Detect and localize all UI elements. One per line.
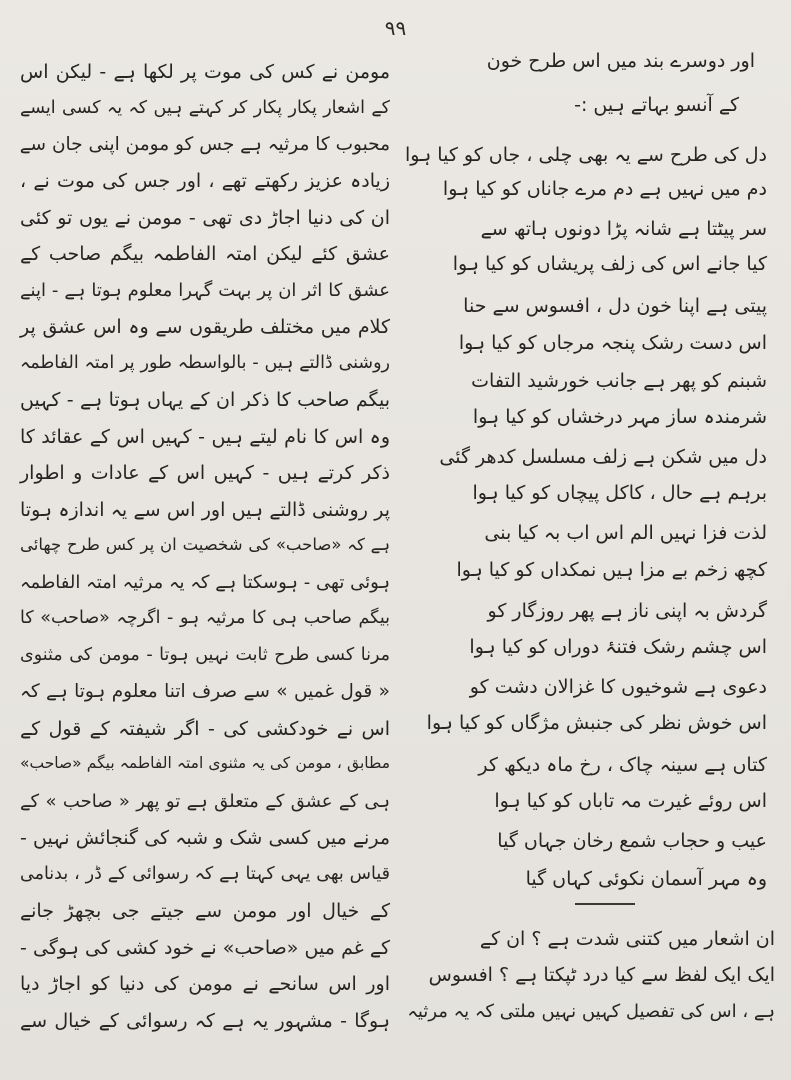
verse-line: عیب و حجاب شمع رخان جہاں گیا	[497, 830, 767, 852]
left-line: پر روشنی ڈالتے ہیں اور اس سے یہ اندازہ ہوتا	[20, 499, 390, 521]
left-line: مومن نے کس کی موت پر لکھا ہے - لیکن اس	[20, 61, 390, 83]
verse-line: شرمندہ ساز مہر درخشاں کو کیا ہوا	[472, 406, 767, 428]
left-line: کے اشعار پکار پکار کر کہتے ہیں کہ یہ کسی ایسے	[20, 98, 390, 118]
paragraph-line: ایک ایک لفظ سے کیا درد ٹپکتا ہے ؟ افسوس	[428, 964, 775, 986]
paragraph-line: ہے ، اس کی تفصیل کہیں نہیں ملتی کہ یہ مرثیہ	[407, 1001, 775, 1022]
verse-line: پیتی ہے اپنا خون دل ، افسوس سے حنا	[463, 295, 767, 317]
intro-line: اور دوسرے بند میں اس طرح خون	[486, 50, 755, 72]
left-line: زیادہ عزیز رکھتے تھے ، اور جس کی موت نے ،	[20, 170, 390, 192]
left-line: کے غم میں «صاحب» نے خود کشی کی ہوگی -	[20, 937, 390, 959]
left-line: اور اس سانحے نے مومن کی دنیا کو اجاڑ دیا	[20, 973, 390, 995]
verse-line: برہم ہے حال ، کاکل پیچاں کو کیا ہوا	[472, 482, 767, 504]
page-number: ۹۹	[384, 16, 407, 40]
left-line: محبوب کا مرثیہ ہے جس کو مومن اپنی جان سے	[19, 134, 390, 155]
verse-line: دم میں نہیں ہے دم مرے جاناں کو کیا ہوا	[442, 178, 767, 200]
stanza-divider	[575, 903, 635, 905]
left-line: بیگم صاحب کا ذکر ان کے یہاں ہوتا ہے - کہیں	[20, 389, 390, 411]
left-line: عشق کئے لیکن امتہ الفاطمہ بیگم صاحب کے	[20, 243, 390, 265]
left-line: بیگم صاحب ہی کا مرثیہ ہو - اگرچہ «صاحب» کا	[20, 608, 390, 628]
verse-line: سر پیٹتا ہے شانہ پڑا دونوں ہاتھ سے	[480, 218, 767, 240]
left-line: ہوئی تھی - ہوسکتا ہے کہ یہ مرثیہ امتہ الفاطمہ	[20, 572, 390, 593]
verse-line: وہ مہر آسمان نکوئی کہاں گیا	[525, 868, 767, 890]
verse-line: کچھ زخم بے مزا ہیں نمکداں کو کیا ہوا	[456, 559, 767, 581]
verse-line: شبنم کو پھر ہے جانب خورشید التفات	[471, 370, 767, 392]
left-line: وہ اس کا نام لیتے ہیں - کہیں اس کے عقائد کا	[20, 426, 390, 448]
left-line: ہے کہ «صاحب» کی شخصیت ان پر کس طرح چھائی	[20, 535, 390, 554]
left-line: اس نے خودکشی کی - اگر شیفتہ کے قول کے	[20, 718, 390, 740]
verse-line: لذت فزا نہیں الم اس اب بہ کیا بنی	[484, 522, 767, 544]
verse-line: دعوی ہے شوخیوں کا غزالان دشت کو	[469, 676, 767, 698]
left-line: روشنی ڈالتے ہیں - بالواسطہ طور پر امتہ الفاطمہ	[20, 353, 390, 373]
left-line: مطابق ، مومن کی یہ مثنوی امتہ الفاطمہ بیگم «صاحب»	[20, 754, 390, 772]
left-line: ذکر کرتے ہیں - کہیں اس کے عادات و اطوار	[20, 462, 390, 484]
left-line: قیاس بھی یہی کہتا ہے کہ رسوائی کے ڈر ، بدنامی	[20, 864, 390, 884]
intro-line: کے آنسو بہاتے ہیں :-	[574, 94, 739, 116]
verse-line: دل کی طرح سے یہ بھی چلی ، جاں کو کیا ہوا	[405, 144, 767, 166]
verse-line: اس چشم رشک فتنۂ دوراں کو کیا ہوا	[469, 636, 767, 658]
verse-line: اس دست رشک پنجہ مرجاں کو کیا ہوا	[458, 332, 767, 354]
verse-line: کیا جانے اس کی زلف پریشاں کو کیا ہوا	[452, 253, 767, 275]
verse-line: گردش بہ اپنی ناز ہے پھر روزگار کو	[487, 600, 767, 622]
left-line: ہی کے عشق کے متعلق ہے تو پھر « صاحب » کے	[20, 791, 390, 812]
left-line: ان کی دنیا اجاڑ دی تھی - مومن نے یوں تو کئی	[20, 207, 390, 229]
left-line: عشق کا اثر ان پر بہت گہرا معلوم ہوتا ہے - اپنے	[20, 280, 390, 301]
left-line: ہوگا - مشہور یہ ہے کہ رسوائی کے خیال سے	[20, 1010, 390, 1032]
left-line: مرنا کسی طرح ثابت نہیں ہوتا - مومن کی مثنوی	[20, 645, 390, 665]
verse-line: کتاں ہے سینہ چاک ، رخ ماہ دیکھ کر	[478, 754, 767, 776]
left-line: کلام میں مختلف طریقوں سے وہ اس عشق پر	[20, 316, 390, 338]
left-line: « قول غمیں » سے صرف اتنا معلوم ہوتا ہے کہ	[20, 681, 390, 702]
paragraph-line: ان اشعار میں کتنی شدت ہے ؟ ان کے	[479, 928, 775, 950]
left-line: کے خیال اور مومن سے جیتے جی بچھڑ جانے	[20, 900, 390, 922]
verse-line: اس روئے غیرت مہ تاباں کو کیا ہوا	[494, 790, 767, 812]
verse-line: دل میں شکن ہے زلف مسلسل کدھر گئی	[439, 446, 767, 468]
left-line: مرنے میں کسی شک و شبہ کی گنجائش نہیں -	[20, 827, 390, 849]
verse-line: اس خوش نظر کی جنبش مژگاں کو کیا ہوا	[426, 712, 767, 734]
